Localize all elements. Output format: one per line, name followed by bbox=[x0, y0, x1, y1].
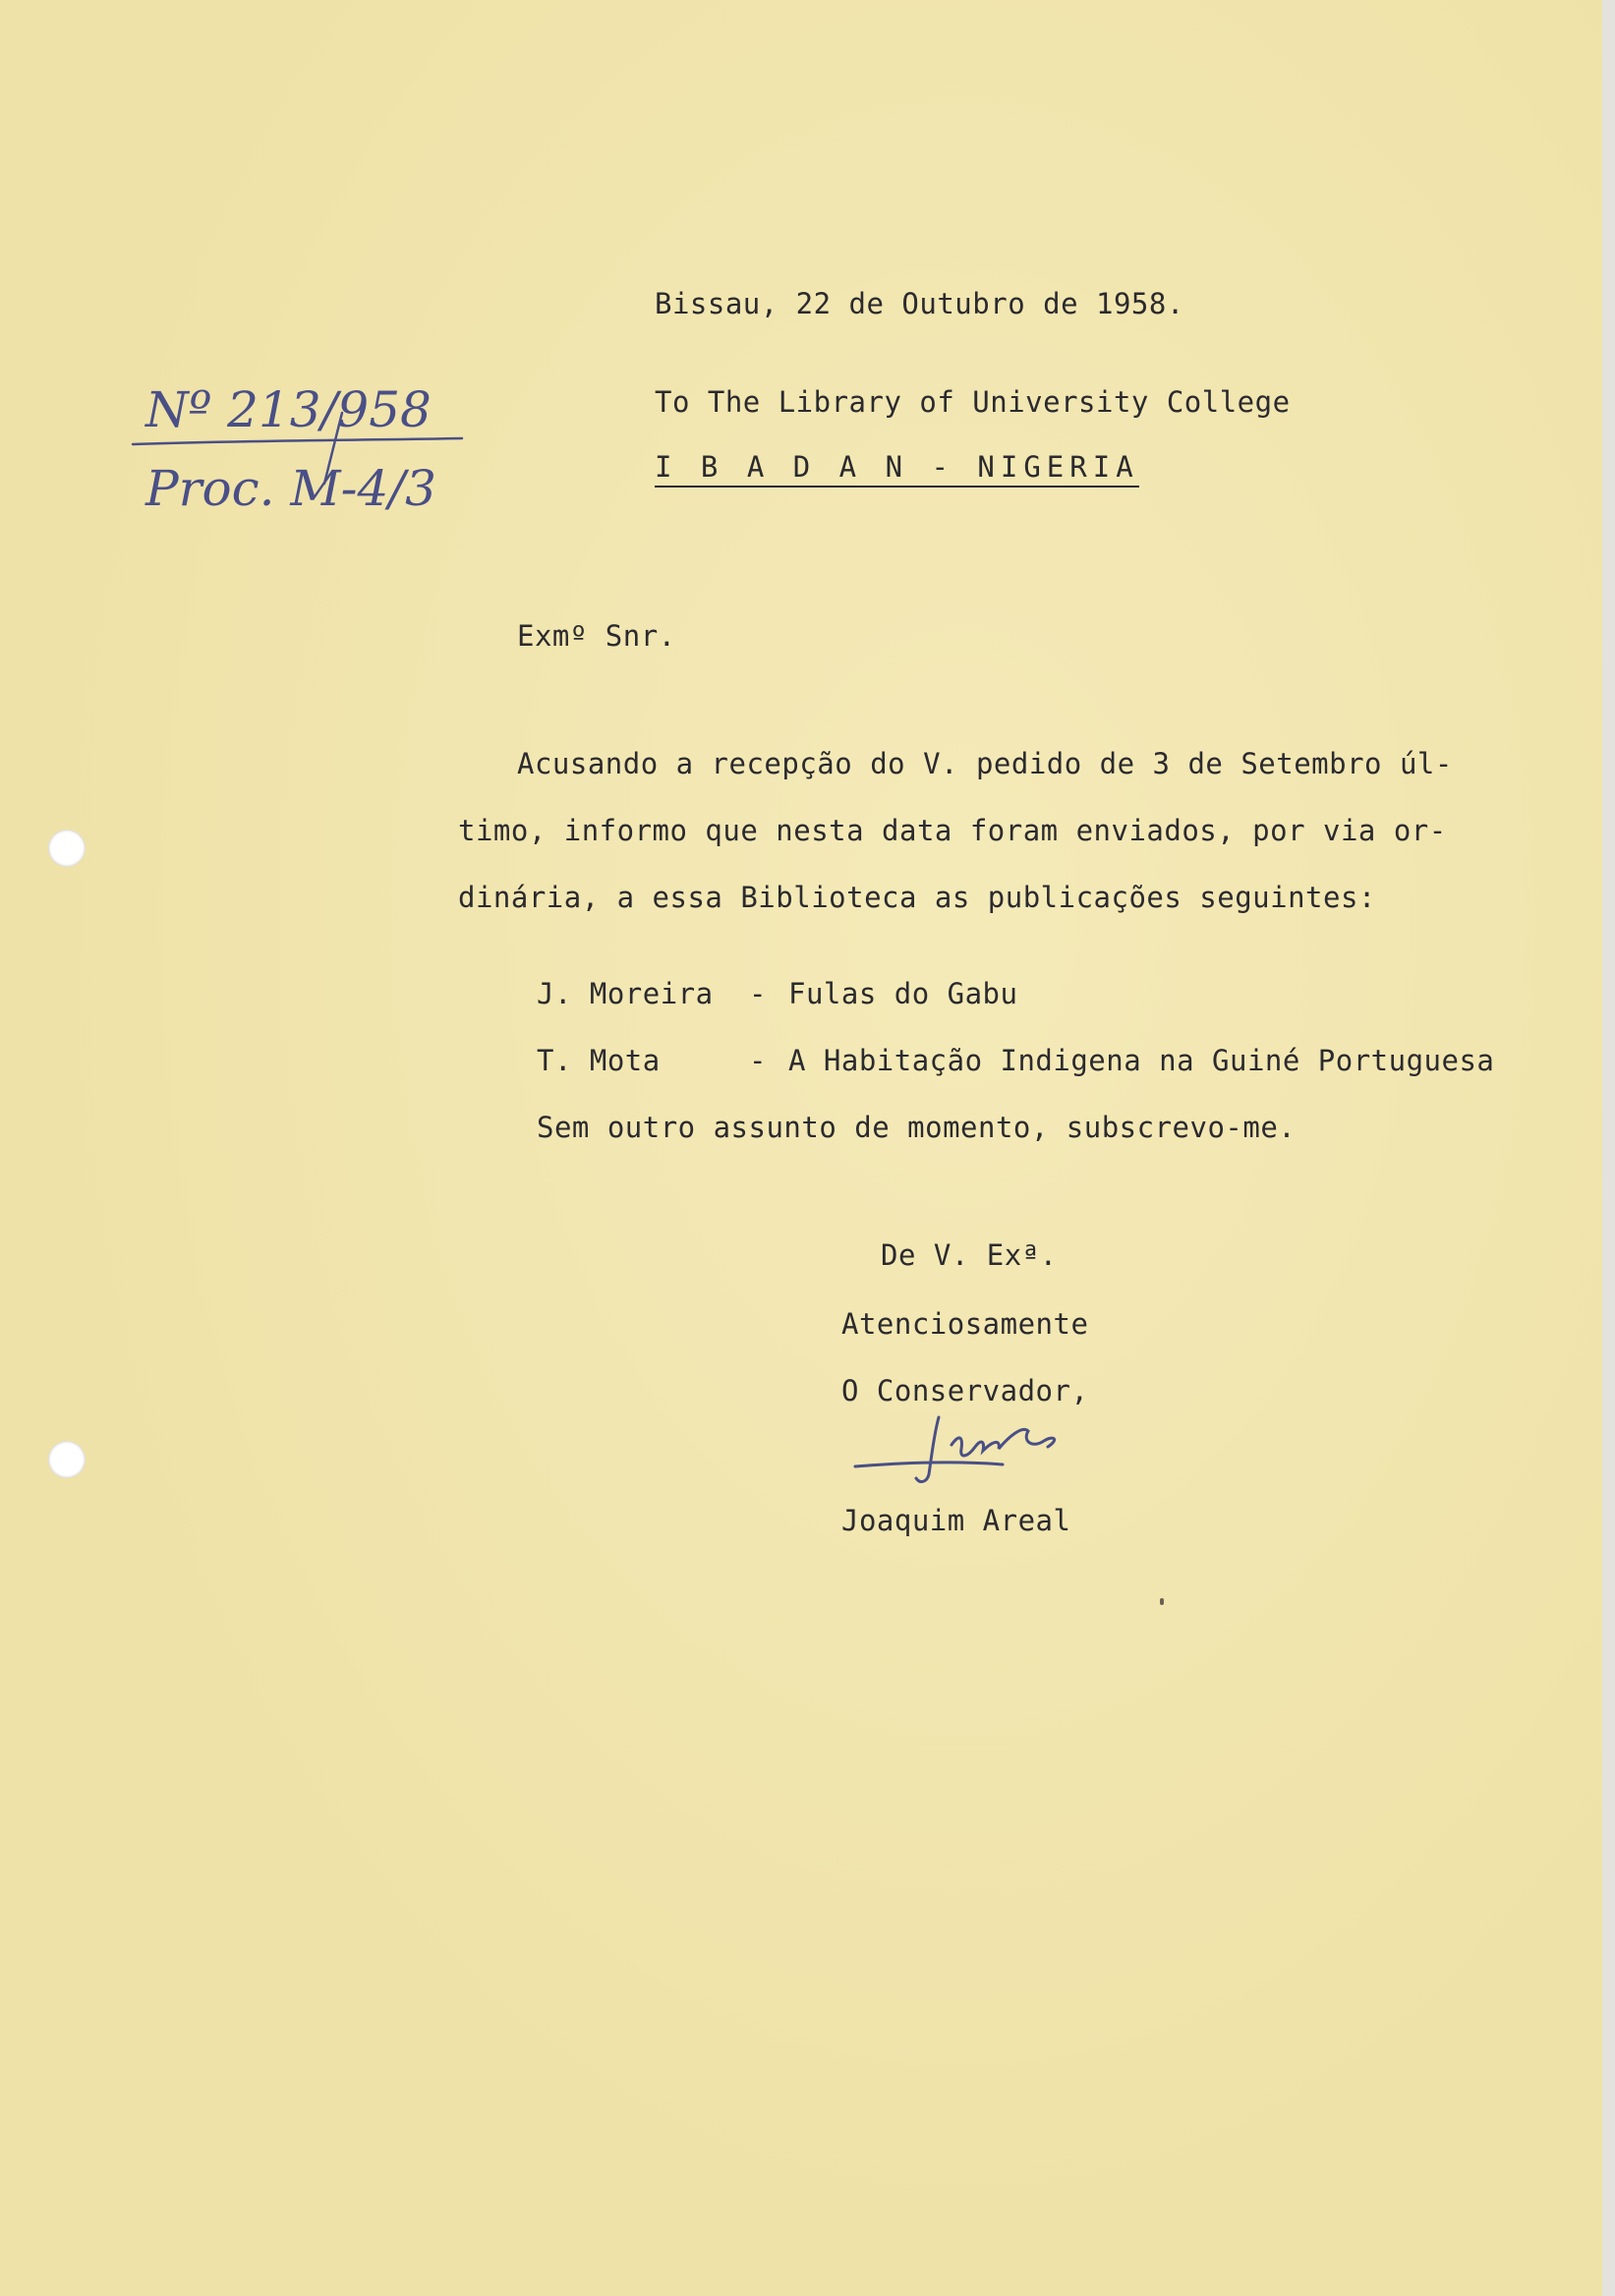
body-line-2: timo, informo que nesta data foram enviados, por via or- bbox=[458, 814, 1447, 847]
closing-regards: Atenciosamente bbox=[841, 1307, 1089, 1341]
publication-title: Fulas do Gabu bbox=[788, 977, 1018, 1010]
publication-title: A Habitação Indigena na Guiné Portuguesa bbox=[788, 1044, 1495, 1077]
punch-hole-bottom bbox=[48, 1441, 86, 1478]
scan-edge bbox=[1602, 0, 1615, 2296]
publication-author: T. Mota bbox=[537, 1044, 661, 1077]
closing-line: Sem outro assunto de momento, subscrevo-me. bbox=[537, 1111, 1297, 1144]
publication-author: J. Moreira bbox=[537, 977, 714, 1010]
signatory-name: Joaquim Areal bbox=[841, 1504, 1071, 1537]
publication-separator: - bbox=[749, 1044, 767, 1077]
letter-date: Bissau, 22 de Outubro de 1958. bbox=[655, 287, 1184, 320]
annotation-process: Proc. M-4/3 bbox=[145, 460, 436, 517]
body-line-3: dinária, a essa Biblioteca as publicações seguintes: bbox=[458, 881, 1376, 914]
signature-image bbox=[836, 1406, 1130, 1494]
annotation-number: Nº 213/958 bbox=[145, 381, 432, 438]
publication-separator: - bbox=[749, 977, 767, 1010]
closing-title: O Conservador, bbox=[841, 1374, 1089, 1407]
body-line-1: Acusando a recepção do V. pedido de 3 de Setembro úl- bbox=[517, 747, 1453, 780]
recipient-line-2: I B A D A N - NIGERIA bbox=[655, 450, 1139, 488]
closing-courtesy: De V. Exª. bbox=[881, 1238, 1058, 1272]
punch-hole-top bbox=[48, 830, 86, 867]
recipient-line-1: To The Library of University College bbox=[655, 385, 1291, 419]
salutation: Exmº Snr. bbox=[517, 619, 676, 653]
ink-speck bbox=[1160, 1598, 1164, 1605]
